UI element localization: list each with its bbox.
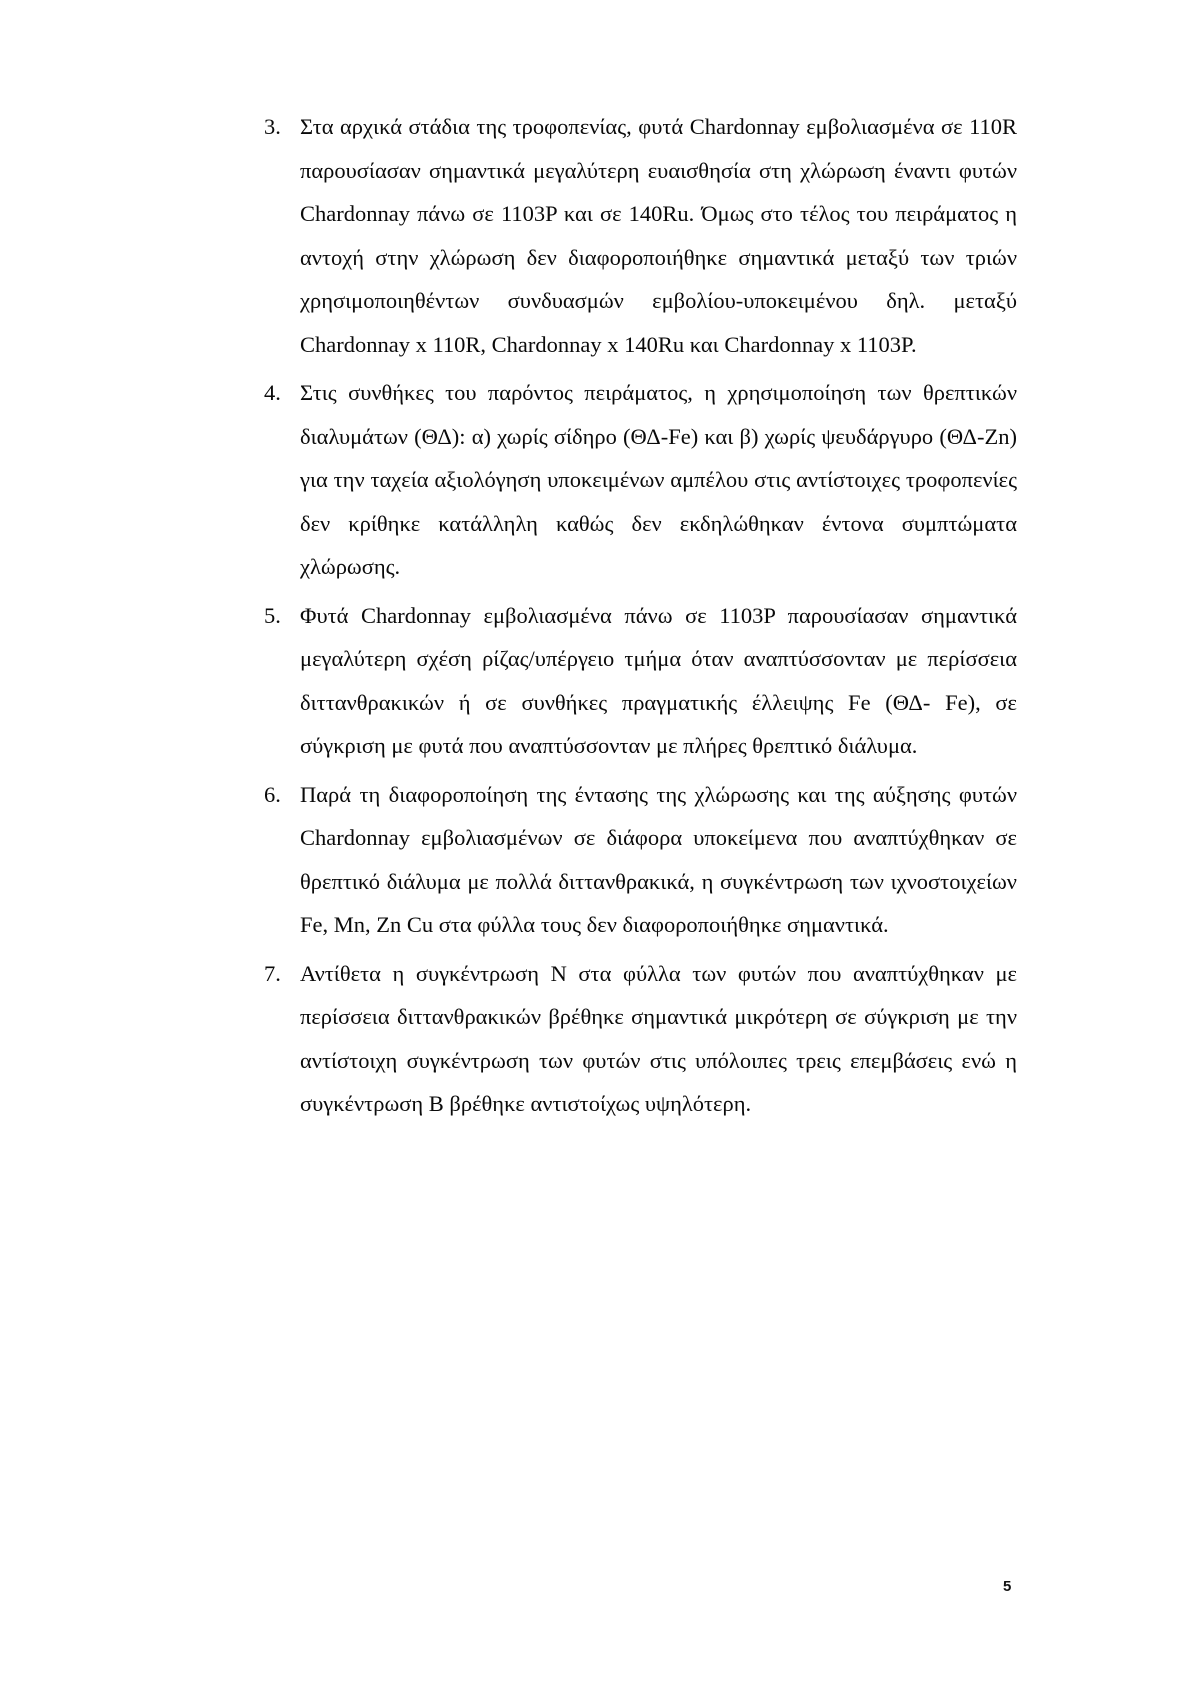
- list-item-text: Αντίθετα η συγκέντρωση N στα φύλλα των φυτών που αναπτύχθηκαν με περίσσεια διττανθρακικών βρέθηκε σημαντικά μικρότερη σε σύγκριση με την αντίστοιχη συγκέντρωση των φυτών στις υπόλοιπες τρεις επεμβάσεις ενώ η συγκέντρωση B βρέθηκε αντιστοίχως υψηλότερη.: [300, 960, 1017, 1116]
- list-item-text: Παρά τη διαφοροποίηση της έντασης της χλώρωσης και της αύξησης φυτών Chardonnay εμβολιασμένων σε διάφορα υποκείμενα που αναπτύχθηκαν σε θρεπτικό διάλυμα με πολλά διττανθρακικά, η συγκέντρωση των ιχνοστοιχείων Fe, Mn, Zn Cu στα φύλλα τους δεν διαφοροποιήθηκε σημαντικά.: [300, 781, 1017, 937]
- list-item-number: 6.: [264, 781, 281, 807]
- list-item-text: Φυτά Chardonnay εμβολιασμένα πάνω σε 1103P παρουσίασαν σημαντικά μεγαλύτερη σχέση ρίζας/υπέργειο τμήμα όταν αναπτύσσονταν με περίσσεια διττανθρακικών ή σε συνθήκες πραγματικής έλλειψης Fe (ΘΔ- Fe), σε σύγκριση με φυτά που αναπτύσσονταν με πλήρες θρεπτικό διάλυμα.: [300, 602, 1017, 758]
- list-item: [264, 952, 1017, 1126]
- list-item-number: 7.: [264, 960, 281, 986]
- list-item: [264, 594, 1017, 768]
- list-item: [264, 773, 1017, 947]
- list-item-text: Στις συνθήκες του παρόντος πειράματος, η χρησιμοποίηση των θρεπτικών διαλυμάτων (ΘΔ): α) χωρίς σίδηρο (ΘΔ-Fe) και β) χωρίς ψευδάργυρο (ΘΔ-Zn) για την ταχεία αξιολόγηση υποκειμένων αμπέλου στις αντίστοιχες τροφοπενίες δεν κρίθηκε κατάλληλη καθώς δεν εκδηλώθηκαν έντονα συμπτώματα χλώρωσης.: [300, 380, 1017, 579]
- list-item-number: 4.: [264, 380, 281, 405]
- list-item-number: 5.: [264, 602, 281, 628]
- list-item: [264, 371, 1017, 589]
- list-item: [264, 105, 1017, 366]
- conclusions-list: [264, 105, 1017, 1131]
- page-number: 5: [1003, 1578, 1012, 1595]
- list-item-number: 3.: [264, 114, 281, 139]
- list-item-text: Στα αρχικά στάδια της τροφοπενίας, φυτά Chardonnay εμβολιασμένα σε 110R παρουσίασαν σημαντικά μεγαλύτερη ευαισθησία στη χλώρωση έναντι φυτών Chardonnay πάνω σε 1103P και σε 140Ru. Όμως στο τέλος του πειράματος η αντοχή στην χλώρωση δεν διαφοροποιήθηκε σημαντικά μεταξύ των τριών χρησιμοποιηθέντων συνδυασμών εμβολίου-υποκειμένου δηλ. μεταξύ Chardonnay x 110R, Chardonnay x 140Ru και Chardonnay x 1103P.: [300, 114, 1017, 357]
